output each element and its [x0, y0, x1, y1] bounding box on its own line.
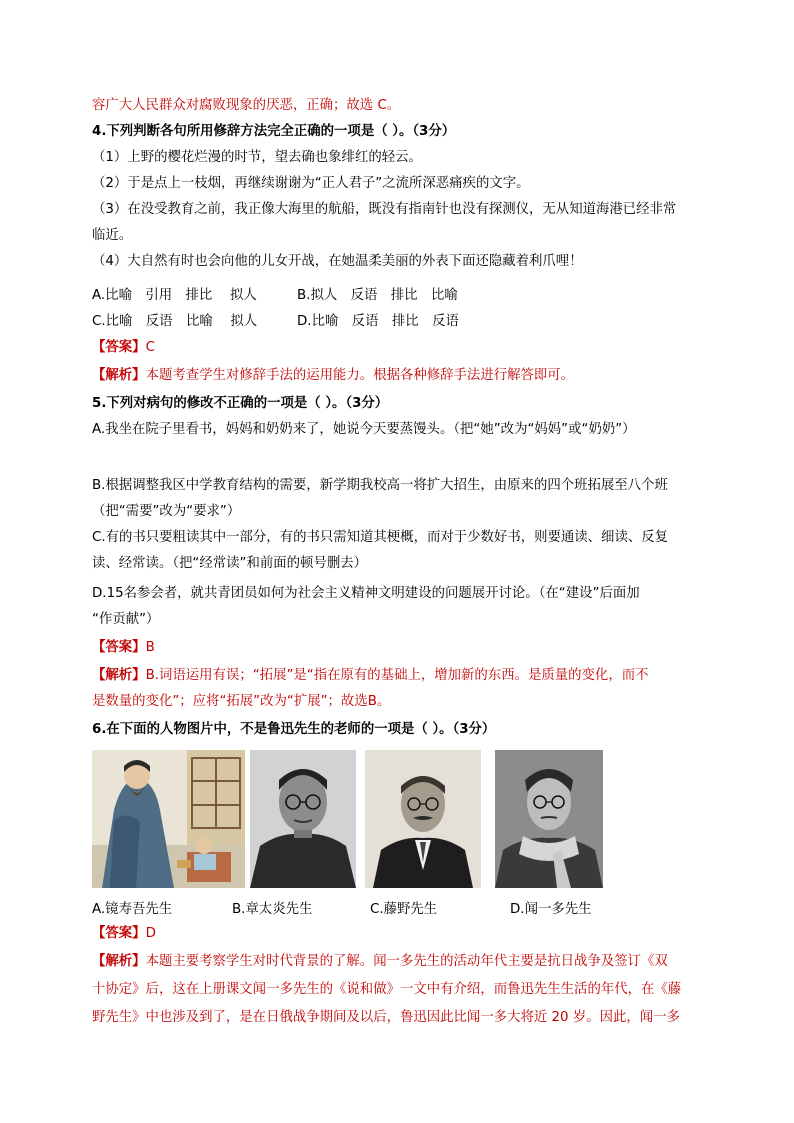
q5-option-b: B.根据调整我区中学教育结构的需要，新学期我校高一将扩大招生，由原来的四个班拓展至八个班 — [92, 478, 668, 493]
q4-sentence-1: （1）上野的樱花烂漫的时节，望去确也象绯红的轻云。 — [92, 150, 422, 165]
explanation-text: B.词语运用有误；“拓展”是“指在原有的基础上，增加新的东西。是质量的变化，而不 — [145, 668, 649, 683]
q5-option-c: C.有的书只要粗读其中一部分，有的书只需知道其梗概，而对于少数好书，则要通读、细读、反复 — [92, 530, 669, 545]
q4-option-b: B.拟人 反语 排比 比喻 — [297, 288, 458, 303]
q5-option-c-cont: 读、经常读。（把“经常读”和前面的顿号删去） — [92, 556, 367, 571]
caption-a: A.镜寿吾先生 — [92, 902, 173, 917]
answer-label: 【答案】 — [92, 640, 146, 655]
q5-option-d-cont: “作贡献”） — [92, 612, 160, 627]
answer-label: 【答案】 — [92, 340, 146, 355]
q4-option-a: A.比喻 引用 排比 拟人 — [92, 288, 257, 303]
q6-explanation-cont-2: 野先生》中也涉及到了，是在日俄战争期间及以后，鲁迅因此比闻一多大将近 20 岁。因此，闻一多 — [92, 1010, 680, 1025]
portrait-a-image — [92, 750, 245, 888]
answer-value: D — [145, 926, 156, 941]
q4-sentence-4: （4）大自然有时也会向他的儿女开战，在她温柔美丽的外表下面还隐藏着利爪哩！ — [92, 254, 583, 269]
q4-option-c: C.比喻 反语 比喻 拟人 — [92, 314, 258, 329]
answer-label: 【答案】 — [92, 926, 146, 941]
q5-option-a: A.我坐在院子里看书，妈妈和奶奶来了，她说今天要蒸馒头。（把“她”改为“妈妈”或“奶奶”） — [92, 422, 636, 437]
portrait-b-image — [250, 750, 356, 888]
q4-answer — [92, 338, 155, 358]
q5-explanation-cont: 是数量的变化”；应将“拓展”改为“扩展”；故选B。 — [92, 694, 391, 709]
q5-option-d: D.15名参会者，就共青团员如何为社会主义精神文明建设的问题展开讨论。（在“建设”后面加 — [92, 586, 640, 601]
q5-option-b-cont: （把“需要”改为“要求”） — [92, 504, 241, 519]
explanation-label: 【解析】 — [92, 368, 146, 383]
q4-explanation — [92, 366, 574, 386]
q6-explanation — [92, 952, 668, 972]
question-4: 4.下列判断各句所用修辞方法完全正确的一项是（ ）。（3分） — [92, 124, 456, 139]
q6-explanation-cont-1: 十协定》后，这在上册课文闻一多先生的《说和做》一文中有介绍，而鲁迅先生生活的年代，在《藤 — [92, 982, 682, 997]
explanation-label: 【解析】 — [92, 668, 146, 683]
q5-answer — [92, 638, 155, 658]
q5-explanation — [92, 666, 649, 686]
explanation-text: 本题主要考察学生对时代背景的了解。闻一多先生的活动年代主要是抗日战争及签订《双 — [145, 954, 668, 969]
portrait-c-image — [365, 750, 481, 888]
answer-value: B — [145, 640, 155, 655]
q4-sentence-3-cont: 临近。 — [92, 228, 133, 243]
question-5: 5.下列对病句的修改不正确的一项是（ ）。（3分） — [92, 396, 389, 411]
answer-value: C — [145, 340, 155, 355]
caption-b: B.章太炎先生 — [232, 902, 313, 917]
q6-answer — [92, 924, 156, 944]
caption-d: D.闻一多先生 — [510, 902, 592, 917]
caption-c: C.藤野先生 — [370, 902, 438, 917]
question-6: 6.在下面的人物图片中，不是鲁迅先生的老师的一项是（ ）。（3分） — [92, 722, 496, 737]
explanation-text: 本题考查学生对修辞手法的运用能力。根据各种修辞手法进行解答即可。 — [145, 368, 575, 383]
q4-sentence-2: （2）于是点上一枝烟，再继续谢谢为“正人君子”之流所深恶痛疾的文字。 — [92, 176, 530, 191]
q4-option-d: D.比喻 反语 排比 反语 — [297, 314, 459, 329]
explanation-label: 【解析】 — [92, 954, 146, 969]
prev-explanation-tail: 容广大人民群众对腐败现象的厌恶，正确；故选 C。 — [92, 98, 401, 113]
portrait-d-image — [495, 750, 603, 888]
q4-sentence-3: （3）在没受教育之前，我正像大海里的航船，既没有指南针也没有探测仪，无从知道海港已经非常 — [92, 202, 677, 217]
